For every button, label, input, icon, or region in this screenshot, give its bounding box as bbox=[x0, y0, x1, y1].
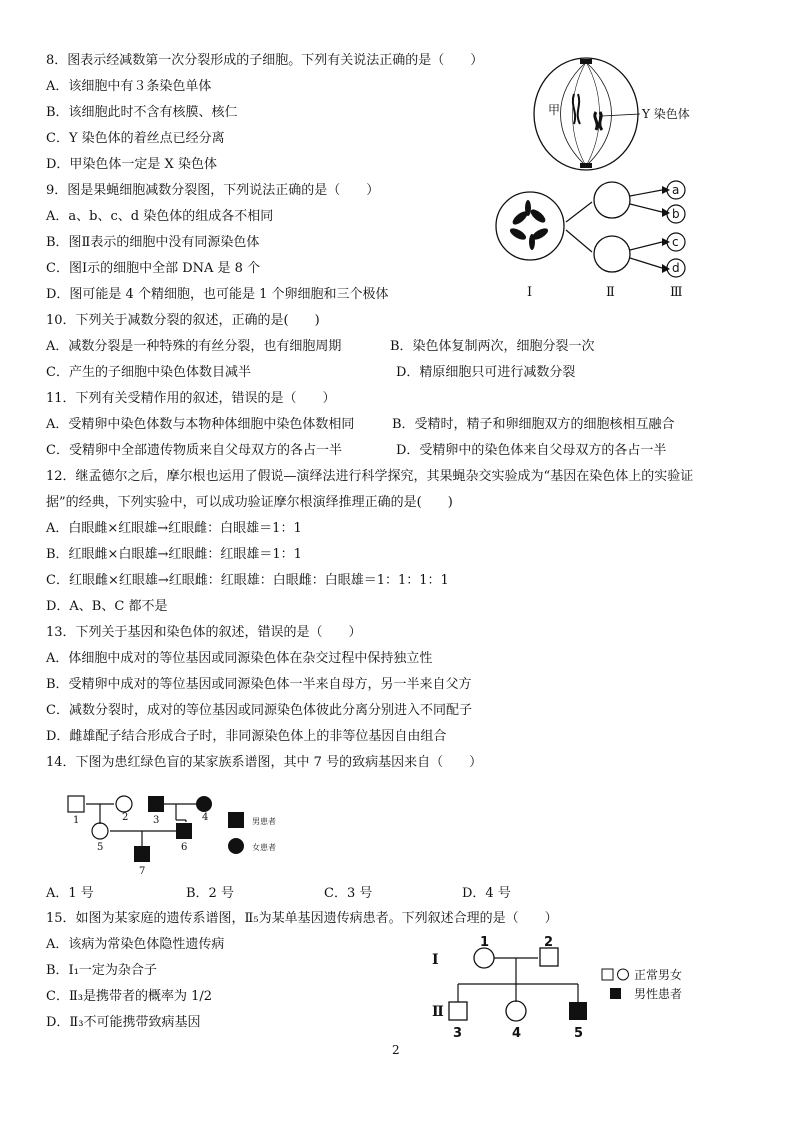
q9-option-a: A．a、b、c、d 染色体的组成各不相同 bbox=[46, 209, 274, 224]
q8-option-d: D．甲染色体一定是 X 染色体 bbox=[46, 157, 217, 172]
q10-option-c: C．产生的子细胞中染色体数目减半 bbox=[46, 365, 251, 380]
q10-option-d: D．精原细胞只可进行减数分裂 bbox=[396, 365, 576, 380]
q15-option-a: A．该病为常染色体隐性遗传病 bbox=[46, 937, 225, 952]
q13-option-d: D．雌雄配子结合形成合子时，非同源染色体上的非等位基因自由组合 bbox=[46, 729, 447, 744]
q9-option-d: D．图可能是 4 个精细胞，也可能是 1 个卵细胞和三个极体 bbox=[46, 287, 389, 302]
q9-meiosis-figure bbox=[494, 178, 694, 302]
q14-num-3: 3 bbox=[153, 815, 160, 826]
q8-option-b: B．该细胞此时不含有核膜、核仁 bbox=[46, 105, 238, 120]
q15-gen-1: Ⅰ bbox=[432, 952, 439, 968]
q15-pedigree bbox=[430, 934, 710, 1044]
q15-num-2: 2 bbox=[544, 935, 554, 950]
q15-option-b: B．Ⅰ₁一定为杂合子 bbox=[46, 963, 157, 978]
q14-num-7: 7 bbox=[139, 866, 146, 877]
q15-gen-2: Ⅱ bbox=[432, 1004, 444, 1020]
q13-stem: 13．下列关于基因和染色体的叙述，错误的是（ ） bbox=[46, 625, 362, 640]
q14-num-6: 6 bbox=[181, 842, 188, 853]
q13-option-a: A．体细胞中成对的等位基因或同源染色体在杂交过程中保持独立性 bbox=[46, 651, 433, 666]
q15-legend-normal: 正常男女 bbox=[634, 968, 683, 982]
q9-cell-a: a bbox=[672, 183, 680, 197]
q10-stem: 10．下列关于减数分裂的叙述，正确的是( ) bbox=[46, 313, 320, 328]
q13-option-b: B．受精卵中成对的等位基因或同源染色体一半来自母方，另一半来自父方 bbox=[46, 677, 472, 692]
q14-num-1: 1 bbox=[73, 815, 80, 826]
q10-option-b: B．染色体复制两次，细胞分裂一次 bbox=[390, 339, 595, 354]
q8-option-a: A．该细胞中有３条染色单体 bbox=[46, 79, 212, 94]
q9-cell-b: b bbox=[672, 207, 680, 221]
q13-option-c: C．减数分裂时，成对的等位基因或同源染色体彼此分离分别进入不同配子 bbox=[46, 703, 472, 718]
q9-cell-d: d bbox=[672, 261, 680, 275]
q8-option-c: C．Y 染色体的着丝点已经分离 bbox=[46, 131, 225, 146]
q8-y-label: Y 染色体 bbox=[642, 107, 690, 121]
q10-option-a: A．减数分裂是一种特殊的有丝分裂，也有细胞周期 bbox=[46, 339, 342, 354]
q15-num-4: 4 bbox=[512, 1026, 522, 1041]
q14-option-d: D．4 号 bbox=[462, 886, 511, 901]
q15-option-c: C．Ⅱ₃是携带者的概率为 1/2 bbox=[46, 989, 213, 1004]
q9-option-c: C．图Ⅰ示的细胞中全部 DNA 是 8 个 bbox=[46, 261, 261, 276]
q14-option-c: C．3 号 bbox=[324, 886, 373, 901]
q15-num-3: 3 bbox=[453, 1026, 463, 1041]
q12-option-b: B．红眼雌×白眼雄→红眼雌：红眼雄＝1：1 bbox=[46, 547, 302, 562]
q14-num-5: 5 bbox=[97, 842, 104, 853]
q9-stage-1: Ⅰ bbox=[527, 285, 533, 300]
q14-legend-male: 男患者 bbox=[252, 817, 276, 826]
q15-stem: 15．如图为某家庭的遗传系谱图，Ⅱ₅为某单基因遗传病患者。下列叙述合理的是（ ） bbox=[46, 911, 558, 926]
q12-option-a: A．白眼雌×红眼雄→红眼雌：白眼雄＝1：1 bbox=[46, 521, 302, 536]
q14-stem: 14．下图为患红绿色盲的某家族系谱图，其中 7 号的致病基因来自（ ） bbox=[46, 755, 483, 770]
q15-legend-patient: 男性患者 bbox=[634, 987, 683, 1001]
q9-stage-2: Ⅱ bbox=[606, 285, 615, 300]
q9-cell-c: c bbox=[672, 235, 679, 249]
page-number: 2 bbox=[392, 1043, 400, 1057]
q14-legend-female: 女患者 bbox=[252, 843, 276, 852]
q11-option-a: A．受精卵中染色体数与本物种体细胞中染色体数相同 bbox=[46, 417, 355, 432]
q14-option-b: B．2 号 bbox=[186, 886, 234, 901]
q12-option-d: D．A、B、C 都不是 bbox=[46, 599, 168, 614]
q8-stem: 8．图表示经减数第一次分裂形成的子细胞。下列有关说法正确的是（ ） bbox=[46, 53, 484, 68]
q12-stem-line2: 据”的经典，下列实验中，可以成功验证摩尔根演绎推理正确的是( ) bbox=[46, 495, 453, 510]
q11-option-c: C．受精卵中全部遗传物质来自父母双方的各占一半 bbox=[46, 443, 342, 458]
q14-option-a: A．1 号 bbox=[46, 886, 94, 901]
q15-num-5: 5 bbox=[574, 1026, 584, 1041]
q11-stem: 11．下列有关受精作用的叙述，错误的是（ ） bbox=[46, 391, 336, 406]
q14-pedigree bbox=[60, 790, 320, 880]
q11-option-d: D．受精卵中的染色体来自父母双方的各占一半 bbox=[396, 443, 667, 458]
q14-num-4: 4 bbox=[202, 812, 209, 823]
q11-option-b: B．受精时，精子和卵细胞双方的细胞核相互融合 bbox=[392, 417, 675, 432]
q15-num-1: 1 bbox=[480, 935, 490, 950]
q15-option-d: D．Ⅱ₃不可能携带致病基因 bbox=[46, 1015, 201, 1030]
q9-stem: 9．图是果蝇细胞减数分裂图，下列说法正确的是（ ） bbox=[46, 183, 380, 198]
q12-stem-line1: 12．继孟德尔之后，摩尔根也运用了假说—演绎法进行科学探究，其果蝇杂交实验成为“基因在染色体上的实验证 bbox=[46, 469, 694, 484]
q12-option-c: C．红眼雌×红眼雄→红眼雌：红眼雄：白眼雌：白眼雄＝1：1：1：1 bbox=[46, 573, 449, 588]
q9-option-b: B．图Ⅱ表示的细胞中没有同源染色体 bbox=[46, 235, 260, 250]
q8-cell-figure bbox=[534, 54, 734, 180]
q14-num-2: 2 bbox=[122, 812, 129, 823]
q8-jia-label: 甲 bbox=[548, 103, 561, 117]
q9-stage-3: Ⅲ bbox=[670, 285, 683, 300]
